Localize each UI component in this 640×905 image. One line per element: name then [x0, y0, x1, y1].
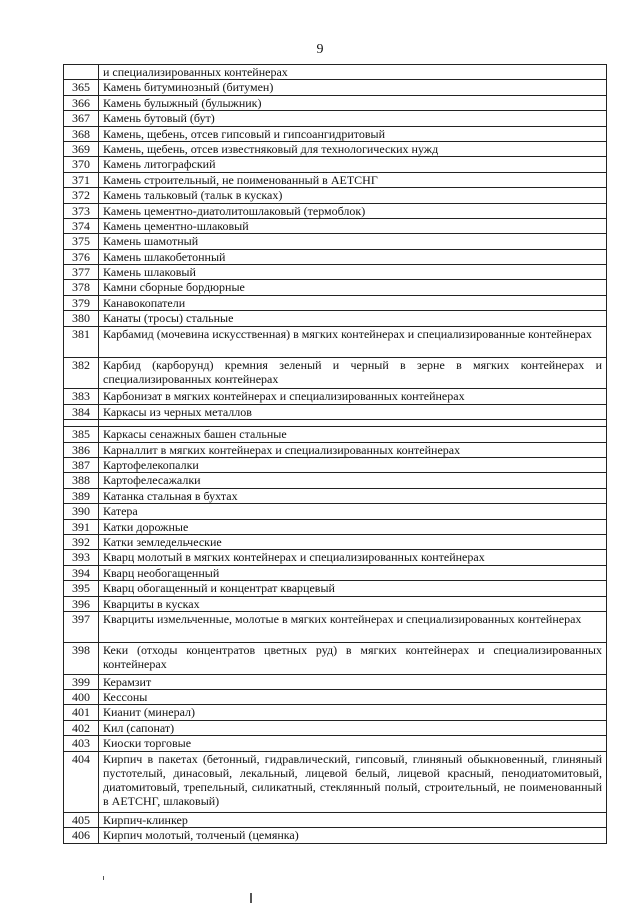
page-number: 9 [316, 42, 324, 57]
table-row [64, 643, 607, 674]
cargo-name: Катки дорожные [99, 519, 607, 534]
cargo-name: Кессоны [99, 690, 607, 705]
table-row [64, 203, 607, 218]
cargo-name: Картофелекопалки [99, 457, 607, 472]
table-spacer-row [64, 420, 607, 427]
cargo-name: Камень шамотный [99, 234, 607, 249]
table-row [64, 65, 607, 80]
table-row [64, 550, 607, 565]
table-row [64, 280, 607, 295]
cargo-name: Катки земледельческие [99, 534, 607, 549]
row-number: 379 [64, 295, 99, 310]
cargo-list-table [63, 64, 607, 844]
table-row [64, 705, 607, 720]
row-number: 398 [64, 643, 99, 674]
table-row [64, 389, 607, 404]
cargo-name: Кварц обогащенный и концентрат кварцевый [99, 581, 607, 596]
cargo-name: Каркасы из черных металлов [99, 404, 607, 419]
table-row [64, 80, 607, 95]
cargo-name: Кварциты измельченные, молотые в мягких контейнерах и специализированных контейнерах [99, 611, 607, 642]
table-row [64, 751, 607, 812]
cargo-name: Кирпич молотый, толченый (цемянка) [99, 828, 607, 843]
row-number: 369 [64, 141, 99, 156]
row-number: 366 [64, 95, 99, 110]
table-row [64, 690, 607, 705]
row-number: 403 [64, 736, 99, 751]
cargo-name: Катера [99, 504, 607, 519]
table-row [64, 234, 607, 249]
table-row [64, 427, 607, 442]
cargo-name: Камень цементно-шлаковый [99, 218, 607, 233]
table-row [64, 172, 607, 187]
row-number: 376 [64, 249, 99, 264]
cargo-name: Камень бутовый (бут) [99, 111, 607, 126]
row-number: 394 [64, 565, 99, 580]
cargo-name: Камень, щебень, отсев гипсовый и гипсоангидритовый [99, 126, 607, 141]
row-number: 380 [64, 311, 99, 326]
table-row [64, 504, 607, 519]
cargo-name: и специализированных контейнерах [99, 65, 607, 80]
cargo-name: Кирпич-клинкер [99, 813, 607, 828]
cargo-name: Кианит (минерал) [99, 705, 607, 720]
cargo-name: Камень литографский [99, 157, 607, 172]
row-number: 372 [64, 188, 99, 203]
table-row [64, 534, 607, 549]
table-row [64, 720, 607, 735]
row-number: 382 [64, 358, 99, 389]
cargo-name: Карбид (карборунд) кремния зеленый и черный в зерне в мягких контейнерах и специализированных контейнерах [99, 358, 607, 389]
table-row [64, 126, 607, 141]
row-number: 391 [64, 519, 99, 534]
cargo-name: Камень, щебень, отсев известняковый для технологических нужд [99, 141, 607, 156]
row-number: 401 [64, 705, 99, 720]
row-number: 395 [64, 581, 99, 596]
table-row [64, 565, 607, 580]
row-number: 381 [64, 326, 99, 357]
table-row [64, 519, 607, 534]
row-number: 371 [64, 172, 99, 187]
table-row [64, 295, 607, 310]
table-row [64, 581, 607, 596]
table-row [64, 157, 607, 172]
row-number: 390 [64, 504, 99, 519]
row-number: 374 [64, 218, 99, 233]
table-row [64, 596, 607, 611]
row-number: 402 [64, 720, 99, 735]
row-number: 397 [64, 611, 99, 642]
table-row [64, 457, 607, 472]
cargo-name: Карбонизат в мягких контейнерах и специализированных контейнерах [99, 389, 607, 404]
table-row [64, 218, 607, 233]
row-number: 404 [64, 751, 99, 812]
cargo-name: Катанка стальная в бухтах [99, 488, 607, 503]
table-row [64, 404, 607, 419]
row-number: 388 [64, 473, 99, 488]
row-number: 384 [64, 404, 99, 419]
table-row [64, 473, 607, 488]
table-row [64, 265, 607, 280]
cargo-name: Картофелесажалки [99, 473, 607, 488]
cargo-name: Камень битуминозный (битумен) [99, 80, 607, 95]
row-number: 387 [64, 457, 99, 472]
cargo-name: Камни сборные бордюрные [99, 280, 607, 295]
cargo-name: Карналлит в мягких контейнерах и специализированных контейнерах [99, 442, 607, 457]
cargo-name: Канаты (тросы) стальные [99, 311, 607, 326]
row-number: 377 [64, 265, 99, 280]
row-number [64, 65, 99, 80]
table-row [64, 736, 607, 751]
row-number: 399 [64, 674, 99, 689]
table-row [64, 141, 607, 156]
row-number: 406 [64, 828, 99, 843]
table-row [64, 95, 607, 110]
row-number: 370 [64, 157, 99, 172]
row-number: 383 [64, 389, 99, 404]
table-row [64, 358, 607, 389]
row-number: 392 [64, 534, 99, 549]
cargo-name: Камень шлаковый [99, 265, 607, 280]
table-row [64, 674, 607, 689]
table-row [64, 442, 607, 457]
table-row [64, 611, 607, 642]
row-number: 373 [64, 203, 99, 218]
scan-artifact [103, 876, 104, 880]
cargo-name: Камень строительный, не поименованный в АЕТСНГ [99, 172, 607, 187]
row-number: 393 [64, 550, 99, 565]
row-number: 375 [64, 234, 99, 249]
row-number: 389 [64, 488, 99, 503]
cargo-name: Кварциты в кусках [99, 596, 607, 611]
table-row [64, 488, 607, 503]
row-number: 396 [64, 596, 99, 611]
cargo-name: Кил (сапонат) [99, 720, 607, 735]
row-number: 368 [64, 126, 99, 141]
cargo-name: Кварц необогащенный [99, 565, 607, 580]
cargo-name: Камень тальковый (тальк в кусках) [99, 188, 607, 203]
row-number: 386 [64, 442, 99, 457]
scan-artifact [250, 893, 252, 903]
row-number: 378 [64, 280, 99, 295]
row-number: 405 [64, 813, 99, 828]
table-row [64, 111, 607, 126]
table-row [64, 188, 607, 203]
cargo-name: Кеки (отходы концентратов цветных руд) в мягких контейнерах и специализированных контейнерах [99, 643, 607, 674]
row-number: 385 [64, 427, 99, 442]
row-number: 400 [64, 690, 99, 705]
cargo-name: Камень шлакобетонный [99, 249, 607, 264]
row-number: 367 [64, 111, 99, 126]
cargo-name: Кварц молотый в мягких контейнерах и специализированных контейнерах [99, 550, 607, 565]
cargo-name: Кирпич в пакетах (бетонный, гидравлический, гипсовый, глиняный обыкновенный, глиняный пустотелый, динасовый, лекальный, лицевой белый, лицевой красный, пенодиатомитовый, диатомитовый, трепельный, силикатный, стеклянный полый, строительный, не поименованный в АЕТСНГ, шлаковый) [99, 751, 607, 812]
table-row [64, 813, 607, 828]
row-number: 365 [64, 80, 99, 95]
cargo-name: Каркасы сенажных башен стальные [99, 427, 607, 442]
cargo-name: Киоски торговые [99, 736, 607, 751]
table-row [64, 249, 607, 264]
cargo-name: Камень булыжный (булыжник) [99, 95, 607, 110]
table-row [64, 311, 607, 326]
cargo-name: Керамзит [99, 674, 607, 689]
cargo-name: Канавокопатели [99, 295, 607, 310]
cargo-name: Карбамид (мочевина искусственная) в мягких контейнерах и специализированные контейнерах [99, 326, 607, 357]
table-row [64, 326, 607, 357]
cargo-name: Камень цементно-диатолитошлаковый (термоблок) [99, 203, 607, 218]
table-row [64, 828, 607, 843]
